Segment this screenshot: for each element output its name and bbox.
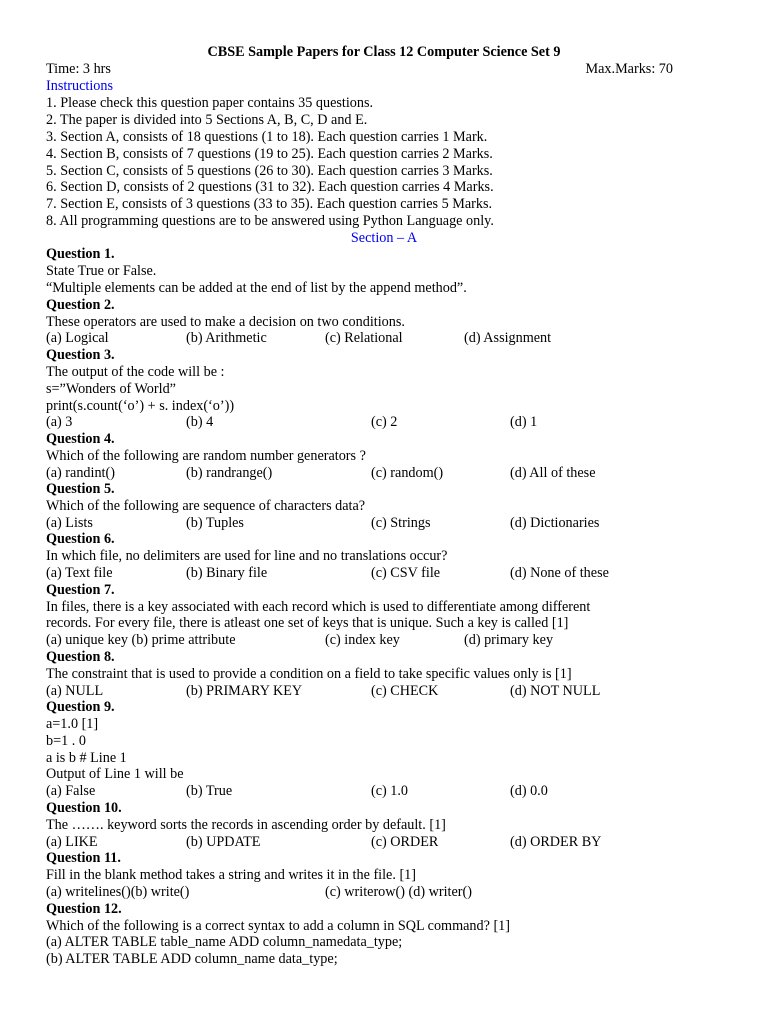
question-label: Question 3.	[46, 347, 115, 363]
document-title: CBSE Sample Papers for Class 12 Computer Science Set 9	[207, 44, 561, 60]
option-a: (a) ALTER TABLE table_name ADD column_namedata_type;	[46, 934, 403, 950]
option-d: (d) primary key	[464, 632, 554, 648]
question-label: Question 2.	[46, 297, 115, 313]
instruction-item: 8. All programming questions are to be answered using Python Language only.	[46, 213, 494, 229]
question-code: b=1 . 0	[46, 733, 86, 749]
instruction-item: 6. Section D, consists of 2 questions (31 to 32). Each question carries 4 Marks.	[46, 179, 494, 195]
option-d: (d) Dictionaries	[510, 515, 600, 531]
option-c: (c) 2	[371, 414, 398, 430]
question-text: “Multiple elements can be added at the end of list by the append method”.	[46, 280, 467, 296]
question-text: The constraint that is used to provide a condition on a field to take specific values only is [1]	[46, 666, 572, 682]
max-marks-label: Max.Marks: 70	[585, 61, 673, 77]
option-d: (d) NOT NULL	[510, 683, 601, 699]
question-label: Question 9.	[46, 699, 115, 715]
option-d: (d) 0.0	[510, 783, 548, 799]
instruction-item: 7. Section E, consists of 3 questions (33 to 35). Each question carries 5 Marks.	[46, 196, 493, 212]
option-a: (a) False	[46, 783, 96, 799]
question-label: Question 12.	[46, 901, 122, 917]
option-d: (d) Assignment	[464, 330, 552, 346]
option-a: (a) LIKE	[46, 834, 98, 850]
option-d: (d) All of these	[510, 465, 596, 481]
question-text: These operators are used to make a decision on two conditions.	[46, 314, 405, 330]
option-d: (d) None of these	[510, 565, 609, 581]
question-text: In files, there is a key associated with each record which is used to differentiate among different	[46, 599, 591, 615]
option-a-b: (a) writelines()(b) write()	[46, 884, 190, 900]
option-c: (c) Relational	[325, 330, 403, 346]
option-b: (b) Tuples	[186, 515, 244, 531]
option-d: (d) ORDER BY	[510, 834, 602, 850]
question-text: The ……. keyword sorts the records in ascending order by default. [1]	[46, 817, 446, 833]
option-c: (c) random()	[371, 465, 444, 481]
option-c: (c) CHECK	[371, 683, 439, 699]
option-a: (a) Logical	[46, 330, 109, 346]
question-code: print(s.count(‘o’) + s. index(‘o’))	[46, 398, 235, 414]
instruction-item: 1. Please check this question paper contains 35 questions.	[46, 95, 374, 111]
option-a: (a) Text file	[46, 565, 113, 581]
question-label: Question 5.	[46, 481, 115, 497]
instruction-item: 5. Section C, consists of 5 questions (26 to 30). Each question carries 3 Marks.	[46, 163, 493, 179]
time-label: Time: 3 hrs	[46, 61, 111, 77]
option-b: (b) Arithmetic	[186, 330, 267, 346]
option-c-d: (c) writerow() (d) writer()	[325, 884, 472, 900]
option-a: (a) Lists	[46, 515, 93, 531]
question-label: Question 8.	[46, 649, 115, 665]
option-c: (c) index key	[325, 632, 400, 648]
question-label: Question 7.	[46, 582, 115, 598]
option-b: (b) randrange()	[186, 465, 273, 481]
option-a: (a) randint()	[46, 465, 115, 481]
option-a: (a) NULL	[46, 683, 104, 699]
question-label: Question 4.	[46, 431, 115, 447]
option-d: (d) 1	[510, 414, 538, 430]
instruction-item: 3. Section A, consists of 18 questions (1 to 18). Each question carries 1 Mark.	[46, 129, 488, 145]
option-b: (b) ALTER TABLE ADD column_name data_type;	[46, 951, 338, 967]
question-label: Question 10.	[46, 800, 122, 816]
instruction-item: 2. The paper is divided into 5 Sections A, B, C, D and E.	[46, 112, 368, 128]
instruction-item: 4. Section B, consists of 7 questions (19 to 25). Each question carries 2 Marks.	[46, 146, 493, 162]
question-label: Question 6.	[46, 531, 115, 547]
question-text: Fill in the blank method takes a string and writes it in the file. [1]	[46, 867, 416, 883]
option-a-b: (a) unique key (b) prime attribute	[46, 632, 236, 648]
option-c: (c) Strings	[371, 515, 431, 531]
option-b: (b) Binary file	[186, 565, 268, 581]
option-c: (c) 1.0	[371, 783, 409, 799]
question-code: a is b # Line 1	[46, 750, 127, 766]
question-text: Output of Line 1 will be	[46, 766, 184, 782]
option-b: (b) UPDATE	[186, 834, 261, 850]
option-a: (a) 3	[46, 414, 73, 430]
option-b: (b) 4	[186, 414, 214, 430]
question-label: Question 1.	[46, 246, 115, 262]
instructions-heading: Instructions	[46, 78, 113, 94]
question-text: Which of the following are random number generators ?	[46, 448, 366, 464]
section-a-heading: Section – A	[350, 230, 418, 246]
question-text: records. For every file, there is atleast one set of keys that is unique. Such a key is called [1]	[46, 615, 569, 631]
question-text: Which of the following are sequence of characters data?	[46, 498, 366, 514]
option-b: (b) True	[186, 783, 233, 799]
option-b: (b) PRIMARY KEY	[186, 683, 303, 699]
question-label: Question 11.	[46, 850, 121, 866]
question-text: In which file, no delimiters are used for line and no translations occur?	[46, 548, 448, 564]
question-text: Which of the following is a correct syntax to add a column in SQL command? [1]	[46, 918, 510, 934]
option-c: (c) CSV file	[371, 565, 441, 581]
question-text: State True or False.	[46, 263, 157, 279]
question-code: a=1.0 [1]	[46, 716, 99, 732]
question-text: The output of the code will be :	[46, 364, 225, 380]
option-c: (c) ORDER	[371, 834, 439, 850]
question-code: s=”Wonders of World”	[46, 381, 176, 397]
